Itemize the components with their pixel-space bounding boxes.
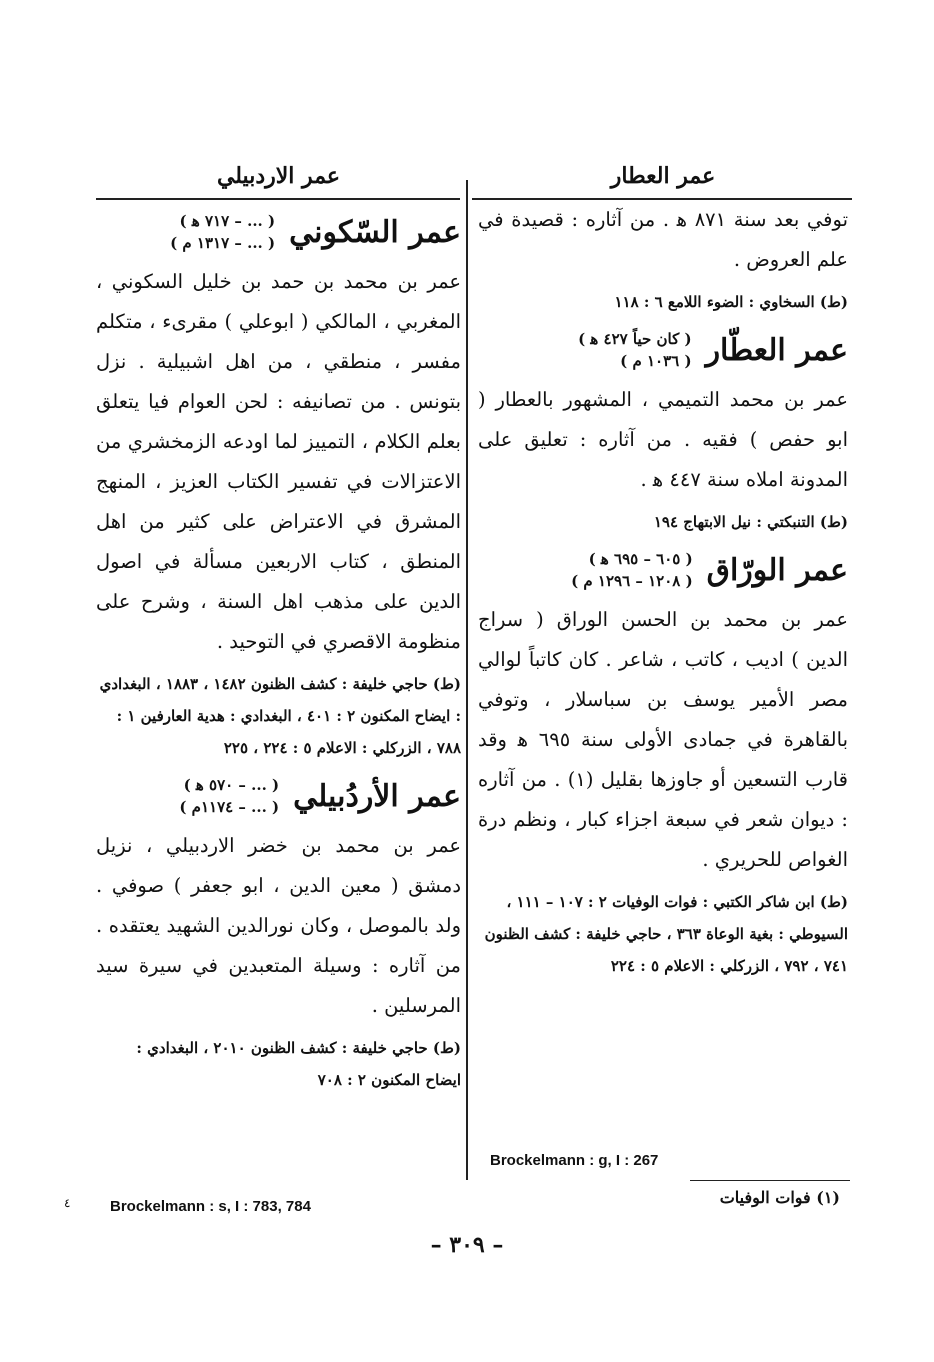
entry-attar-head [478,328,848,372]
entry-ardabili-ref: (ط) حاجي خليفة : كشف الظنون ٢٠١٠ ، البغدادي : ايضاح المكنون ٢ : ٧٠٨ [136,1039,461,1089]
column-divider [466,180,468,1180]
entry-ardabili-head [96,774,461,818]
entry-warraq-dates-hijri: ( ٦٠٥ – ٦٩٥ ﻫ ) [588,550,693,568]
entry-warraq-ref: (ط) ابن شاكر الكتبي : فوات الوفيات ٢ : ١٠٧ – ١١١ ، السيوطي : بغية الوعاة ٣٦٣ ، حاجي خليفة : كشف الظنون ٧٤١ ، ٧٩٢ ، الزركلي : الاعلام ٥ : ٢٢٤ [484,893,848,975]
entry-attar-dates-hijri: ( كان حياً ٤٢٧ ﻫ ) [578,330,692,348]
entry-ardabili-dates [179,774,279,818]
entry-ardabili-dates-gregorian: ( ... – ١١٧٤م ) [179,798,280,816]
entry-sakuni-ref: (ط) حاجي خليفة : كشف الظنون ١٤٨٢ ، ١٨٨٣ ، البغدادي : ايضاح المكنون ٢ : ٤٠١ ، البغدادي : هدية العارفين ١ : ٧٨٨ ، الزركلي : الاعلام ٥ : ٢٢٤ ، ٢٢٥ [99,675,461,757]
entry-ardabili-text: عمر بن محمد بن خضر الاردبيلي ، نزيل دمشق ( معين الدين ، ابو جعفر ) صوفي . ولد بالموصل ، وكان نورالدين الشهيد يعتقده . من آثاره : وسيلة المتعبدين في سيرة سيد المرسلين . [96,834,461,1017]
entry-attar-ref: (ط) التنبكتي : نيل الابتهاج ١٩٤ [653,513,848,531]
entry-attar-dates [578,328,692,372]
entry-warraq-dates [571,548,693,592]
entry-ardabili-name: عمر الأردُبيلي [293,778,461,814]
right-column-header: عمر العطار [610,163,716,189]
footnote-rule [690,1180,850,1181]
footnote: (١) فوات الوفيات [719,1188,840,1207]
right-intro-text: توفي بعد سنة ٨٧١ ﻫ . من آثاره : قصيدة في علم العروض . [478,208,849,271]
entry-sakuni [96,210,461,764]
left-column [96,160,461,1106]
entry-sakuni-name: عمر السّكوني [289,214,461,250]
entry-sakuni-head [96,210,461,254]
margin-marker: ٤ [64,1196,71,1210]
brockelmann-ref-left: Brockelmann : s, I : 783, 784 [110,1198,311,1215]
right-column [478,160,848,992]
entry-sakuni-text: عمر بن محمد بن حمد بن خليل السكوني ، المغربي ، المالكي ( ابوعلي ) مقرىء ، متكلم مفسر ، منطقي ، من اهل اشبيلية . نزل بتونس . من تصانيفه : لحن العوام فيا يتعلق بعلم الكلام ، التمييز لما اودعه الزمخشري من الاعتزالات في تفسير الكتاب العزيز ، المنهج المشرق في الاعتراض على كثير من اهل المنطق ، كتاب الاربعين مسألة في اصول الدين على مذهب اهل السنة ، وشرح على منظومة الاقصري في التوحيد . [96,270,461,653]
entry-warraq [478,548,848,982]
entry-warraq-dates-gregorian: ( ١٢٠٨ – ١٢٩٦ م ) [571,572,693,590]
entry-warraq-text: عمر بن محمد بن الحسن الوراق ( سراج الدين ) اديب ، كاتب ، شاعر . كان كاتباً لوالي مصر الأمير يوسف بن سباسلار ، وتوفي بالقاهرة في جمادى الأولى سنة ٦٩٥ ﻫ وقد قارب التسعين أو جاوزها بقليل (١) . من آثاره : ديوان شعر في سبعة اجزاء كبار ، ونظم درة الغواص للحريري . [478,608,848,871]
entry-sakuni-dates-hijri: ( ... – ٧١٧ ﻫ ) [179,212,276,230]
entry-attar-text: عمر بن محمد التميمي ، المشهور بالعطار ( ابو حفص ) فقيه . من آثاره : تعليق على المدونة املاه سنة ٤٤٧ ﻫ . [478,388,848,491]
entry-warraq-name: عمر الورّاق [706,552,848,588]
entry-attar-dates-gregorian: ( ١٠٣٦ م ) [620,352,692,370]
entry-attar [478,328,848,538]
entry-ardabili [96,774,461,1096]
entry-attar-name: عمر العطّار [705,332,848,368]
page-number: – ٣٠٩ – [430,1232,504,1258]
left-column-header: عمر الاردبيلي [216,163,341,189]
entry-warraq-head [478,548,848,592]
entry-ardabili-dates-hijri: ( ... – ٥٧٠ ﻫ ) [183,776,280,794]
entry-sakuni-dates [170,210,275,254]
right-intro-ref: (ط) السخاوي : الضوء اللامع ٦ : ١١٨ [614,293,848,311]
brockelmann-ref-right: Brockelmann : g, I : 267 [490,1152,659,1169]
entry-sakuni-dates-gregorian: ( ... – ١٣١٧ م ) [170,234,276,252]
